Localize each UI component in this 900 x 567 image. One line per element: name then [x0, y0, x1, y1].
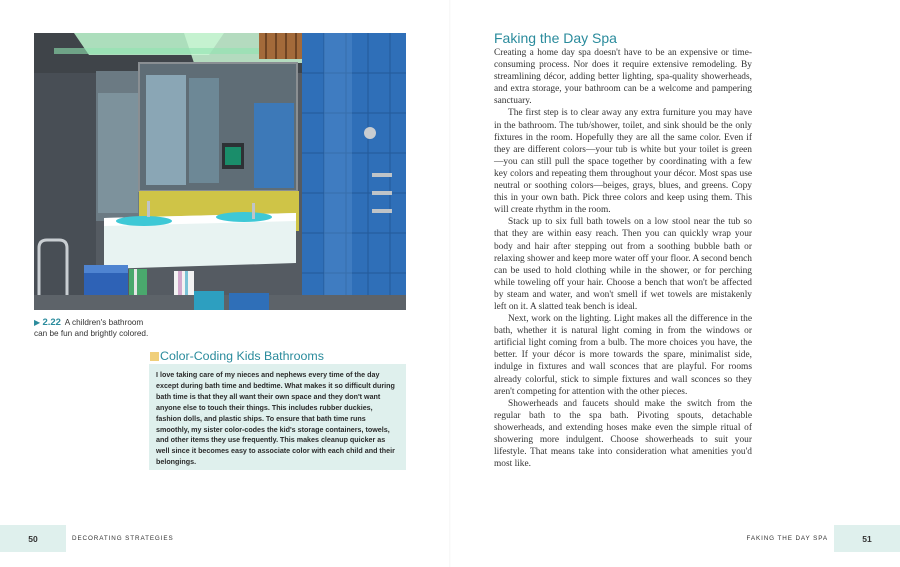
article-paragraph: Next, work on the lighting. Light makes all the difference in the bath, whether it is natural light coming in from the windows or artificial light coming from a bulb. The more choices you have, the better. If your décor is more towards the spare, minimalist side, indulge in fixtures and wall sconces that are playful. For rooms already colorful, stick to simple fixtures and wall sconces so they aren't competing for attention with the other pieces. — [494, 314, 752, 397]
bathroom-illustration — [34, 33, 406, 310]
page-number-left: 50 — [0, 525, 66, 552]
book-gutter — [449, 0, 451, 567]
sidebar-title — [150, 349, 406, 363]
sidebar-marker-icon — [150, 352, 159, 361]
figure-caption — [34, 317, 149, 339]
sidebar-title-text: Color-Coding Kids Bathrooms — [160, 349, 324, 363]
caption-text: A children's bathroom can be fun and brightly colored. — [34, 318, 149, 339]
article-body — [494, 47, 752, 470]
sidebar-body: I love taking care of my nieces and nephews every time of the day except during bath time and bedtime. What makes it so difficult during bath time is that they all want their own space and they don't want anyone else to touch their things. This includes rubber duckies, fashion dolls, and plastic ships. To ensure that bath time runs smoothly, my sister color-codes the kid's storage containers, towels, and other items they use frequently. This makes cleanup quicker as well since it becomes easy to associate color with each child and their belongings. — [156, 371, 395, 467]
page-number-right: 51 — [834, 525, 900, 552]
article-paragraph: Creating a home day spa doesn't have to be an expensive or time-consuming process. Nor does it require extensive remodeling. By streamlining décor, adding better lighting, spa-quality showerheads, and extra storage, your bathroom can be a welcome and pampering sanctuary. — [494, 48, 752, 107]
running-head-right: FAKING THE DAY SPA — [746, 535, 828, 542]
article-paragraph: Showerheads and faucets should make the switch from the regular bath to the spa bath. Pivoting spouts, detachable showerheads, and extending hoses make even the simple ritual of showering more indulgent. Choose showerheads to suit your lifestyle. That means take into consideration what amenities you'd most like. — [494, 398, 752, 470]
article-title: Faking the Day Spa — [494, 30, 617, 46]
article-paragraph: The first step is to clear away any extra furniture you may have in the bathroom. The tub/shower, toilet, and sink should be the only fixtures in the room. Hopefully they are all the same color. Even if they are different colors—your tub is white but your toilet is green—you can still pull the space together by coordinating with a few key colors and repeating them throughout your décor. Most spas use neutral or soothing colors—beiges, grays, blues, and greens. Copy this in your own bath. Pick three colors and keep using them. This will create rhythm in the room. — [494, 108, 752, 216]
figure-number: 2.22 — [42, 317, 61, 328]
sidebar-box — [149, 364, 406, 470]
running-head-left: DECORATING STRATEGIES — [72, 535, 174, 542]
article-paragraph: Stack up to six full bath towels on a low stool near the tub so that they are within easy reach. Then you can quickly wrap your body and hair after stepping out from a soothing bubble bath or relaxing shower and keep more water off your floor. A second bench can be used to hold clothing while in the shower, or for perching while toweling off your hair. Choose a bench that won't be affected by steam and water, and won't smell if wet towels are mistakenly left on it. A slatted teak bench is ideal. — [494, 217, 752, 312]
caption-arrow-icon: ▶ — [34, 318, 41, 327]
bathroom-photo — [34, 33, 406, 310]
